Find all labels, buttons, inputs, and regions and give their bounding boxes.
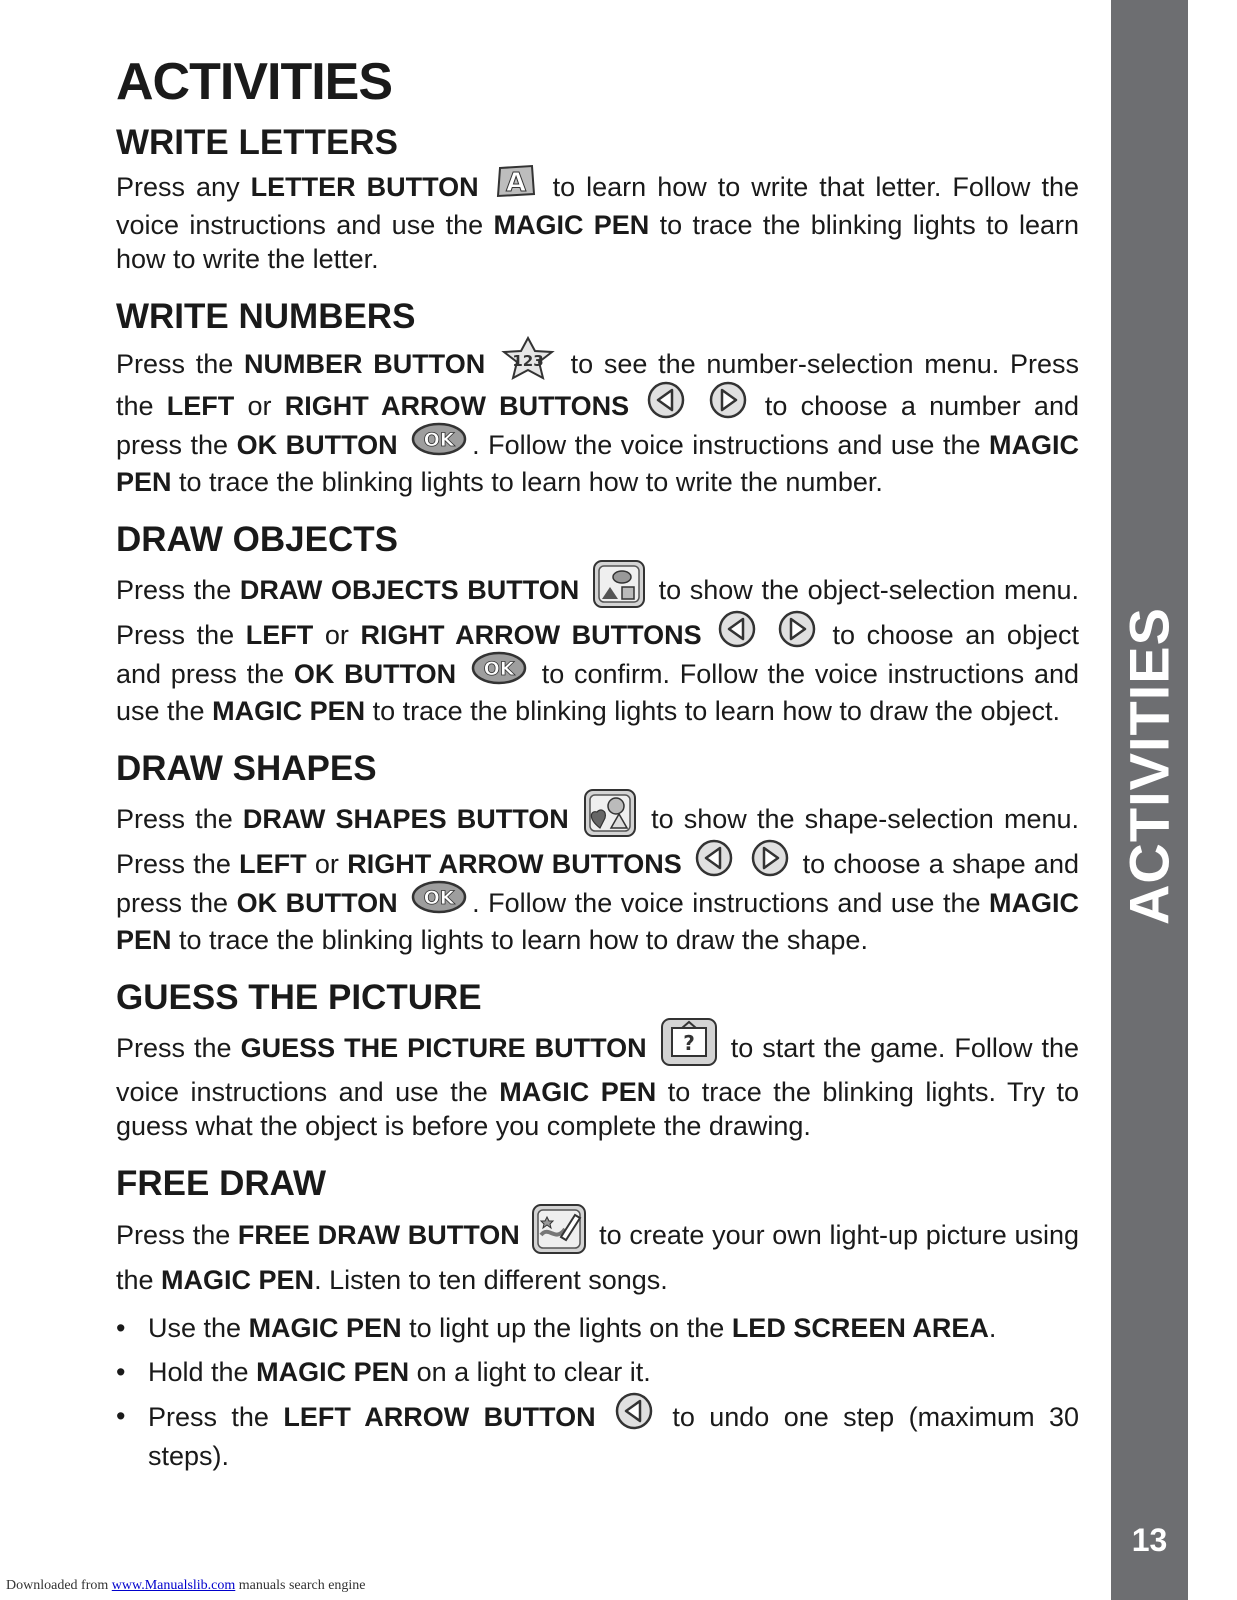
bold-text: DRAW SHAPES BUTTON bbox=[242, 803, 569, 834]
guess-picture-text bbox=[116, 1025, 1079, 1143]
text: Hold the bbox=[148, 1356, 257, 1387]
bold-text: LEFT bbox=[166, 391, 235, 422]
bold-text: GUESS THE PICTURE BUTTON bbox=[240, 1032, 647, 1063]
number-glyph: 123 bbox=[512, 352, 544, 370]
letter-button-icon bbox=[494, 162, 538, 208]
text: to trace the blinking lights. Try to guess what the object is before you complete the drawing. bbox=[116, 1076, 1079, 1141]
left-arrow-icon bbox=[717, 609, 757, 657]
text: . Listen to ten different songs. bbox=[314, 1264, 668, 1295]
page-title: ACTIVITIES bbox=[116, 53, 393, 111]
free-draw-heading: FREE DRAW bbox=[116, 1163, 326, 1203]
ok-glyph: OK bbox=[423, 886, 455, 909]
bold-text: MAGIC PEN bbox=[248, 1312, 402, 1343]
text: Use the bbox=[148, 1312, 249, 1343]
ok-glyph: OK bbox=[483, 657, 515, 680]
text: to trace the blinking lights to learn how to write the number. bbox=[171, 466, 883, 497]
bold-text: NUMBER BUTTON bbox=[243, 349, 486, 380]
bold-text: OK BUTTON bbox=[236, 887, 398, 918]
text: to see the number-selection menu. Press the bbox=[116, 349, 1079, 422]
write-letters-text bbox=[116, 170, 1079, 276]
write-letters-heading: WRITE LETTERS bbox=[116, 123, 398, 162]
ok-glyph: OK bbox=[423, 428, 455, 451]
footer-prefix: Downloaded from bbox=[6, 1578, 112, 1593]
left-arrow-icon bbox=[694, 838, 734, 886]
footer bbox=[6, 1578, 366, 1594]
footer-suffix: manuals search engine bbox=[235, 1578, 366, 1593]
free-draw-bullets bbox=[116, 1311, 1079, 1473]
bold-text: MAGIC PEN bbox=[499, 1076, 657, 1107]
bold-text: LED SCREEN AREA bbox=[731, 1312, 989, 1343]
text: to create your own light-up picture using the bbox=[116, 1219, 1079, 1295]
list-item bbox=[116, 1355, 1079, 1389]
text: Press the bbox=[148, 1401, 284, 1432]
bold-text: LEFT bbox=[245, 620, 314, 650]
text: Press the bbox=[116, 575, 240, 605]
free-draw-icon bbox=[531, 1203, 587, 1263]
ok-button-icon bbox=[470, 650, 528, 694]
left-arrow-icon bbox=[614, 1391, 654, 1439]
text: to show the object-selection menu. Press the bbox=[116, 575, 1079, 650]
write-numbers-text bbox=[116, 344, 1079, 499]
text: . Follow the voice instructions and use the bbox=[472, 887, 989, 918]
text: . Follow the voice instructions and use the bbox=[472, 430, 989, 460]
text: Press the bbox=[116, 1032, 241, 1063]
text: to light up the lights on the bbox=[401, 1312, 732, 1343]
text: to learn how to write that letter. Follow the voice instructions and use the bbox=[116, 172, 1079, 240]
ok-button-icon bbox=[410, 879, 468, 923]
text: to undo one step (maximum 30 steps). bbox=[148, 1401, 1079, 1471]
text: or bbox=[306, 848, 348, 879]
text: to trace the blinking lights to learn how to draw the object. bbox=[365, 695, 1060, 726]
text: or bbox=[313, 620, 361, 650]
number-button-icon bbox=[500, 336, 556, 388]
right-arrow-icon bbox=[750, 838, 790, 886]
bold-text: RIGHT ARROW BUTTONS bbox=[347, 848, 682, 879]
guess-picture-icon bbox=[660, 1017, 718, 1075]
text: Press the bbox=[116, 349, 244, 380]
text: Press the bbox=[116, 803, 243, 834]
bold-text: MAGIC PEN bbox=[212, 695, 366, 726]
letter-glyph: A bbox=[505, 168, 526, 198]
right-arrow-icon bbox=[708, 380, 748, 428]
bold-text: RIGHT ARROW BUTTONS bbox=[284, 391, 630, 422]
draw-objects-text bbox=[116, 567, 1079, 728]
text: to start the game. Follow the voice instructions and use the bbox=[116, 1032, 1079, 1107]
left-arrow-icon bbox=[646, 380, 686, 428]
page-content bbox=[116, 52, 1079, 1483]
bold-text: LEFT ARROW BUTTON bbox=[283, 1401, 596, 1432]
bold-text: RIGHT ARROW BUTTONS bbox=[360, 620, 702, 650]
list-item bbox=[116, 1311, 1079, 1345]
bold-text: MAGIC PEN bbox=[116, 430, 1079, 497]
bold-text: MAGIC PEN bbox=[256, 1356, 410, 1387]
bold-text: OK BUTTON bbox=[293, 658, 457, 689]
ok-button-icon bbox=[410, 421, 468, 465]
text: to choose a shape and press the bbox=[116, 848, 1079, 918]
right-arrow-icon bbox=[777, 609, 817, 657]
draw-objects-heading: DRAW OBJECTS bbox=[116, 519, 398, 559]
page-number: 13 bbox=[1131, 1522, 1168, 1558]
text: Press the bbox=[116, 1219, 238, 1250]
list-item bbox=[116, 1399, 1079, 1473]
text: on a light to clear it. bbox=[409, 1356, 651, 1387]
footer-link[interactable]: www.Manualslib.com bbox=[111, 1578, 236, 1593]
bold-text: LETTER BUTTON bbox=[250, 172, 479, 203]
bold-text: MAGIC PEN bbox=[161, 1264, 315, 1295]
bold-text: DRAW OBJECTS BUTTON bbox=[239, 575, 580, 605]
side-tab-label: ACTIVITIES bbox=[1117, 606, 1181, 926]
bold-text: MAGIC PEN bbox=[493, 210, 650, 240]
guess-picture-heading: GUESS THE PICTURE bbox=[116, 977, 482, 1017]
text: to confirm. Follow the voice instructions and use the bbox=[116, 658, 1079, 726]
draw-shapes-icon bbox=[583, 788, 637, 846]
draw-objects-icon bbox=[592, 559, 646, 617]
free-draw-text bbox=[116, 1211, 1079, 1297]
question-glyph: ? bbox=[682, 1030, 695, 1055]
write-numbers-heading: WRITE NUMBERS bbox=[116, 297, 416, 336]
bold-text: OK BUTTON bbox=[236, 430, 398, 460]
text: . bbox=[988, 1312, 997, 1343]
bold-text: FREE DRAW BUTTON bbox=[237, 1219, 520, 1250]
text: or bbox=[234, 391, 285, 422]
bold-text: MAGIC PEN bbox=[116, 887, 1079, 955]
text: Press any bbox=[116, 172, 251, 203]
text: to trace the blinking lights to learn how to draw the shape. bbox=[171, 924, 868, 955]
text: to choose a number and press the bbox=[116, 391, 1079, 460]
text: to show the shape-selection menu. Press the bbox=[116, 803, 1079, 879]
bold-text: LEFT bbox=[239, 848, 307, 879]
draw-shapes-text bbox=[116, 796, 1079, 957]
draw-shapes-heading: DRAW SHAPES bbox=[116, 748, 377, 788]
text: to choose an object and press the bbox=[116, 620, 1079, 689]
text: to trace the blinking lights to learn how to write the letter. bbox=[116, 210, 1079, 274]
